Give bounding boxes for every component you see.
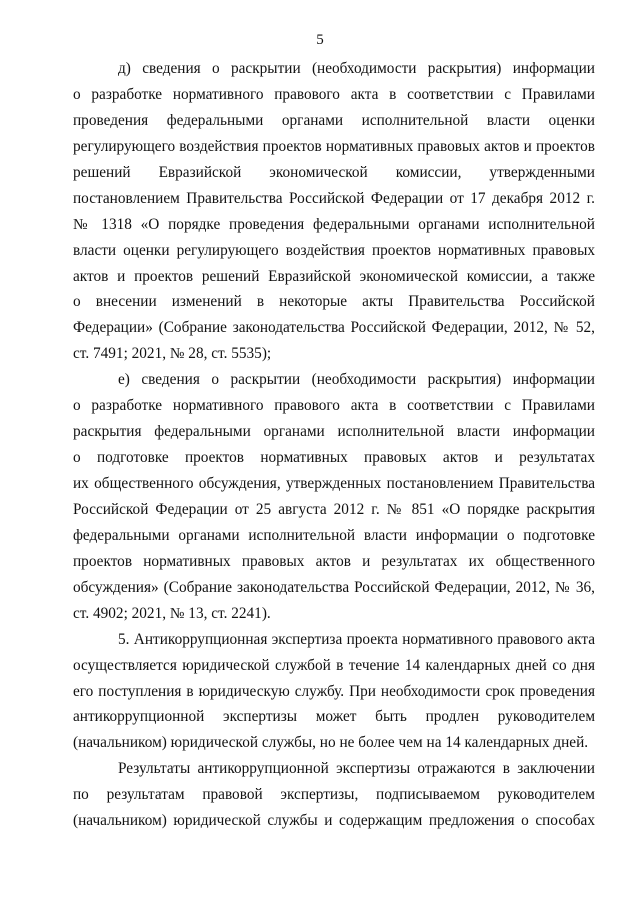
text-line: 5. Антикоррупционная экспертиза проекта нормативного правового акта xyxy=(118,630,595,648)
text-line: актов и проектов решений Евразийской экономической комиссии, а также xyxy=(73,267,595,285)
paragraph-results xyxy=(73,756,595,834)
text-line: власти оценки регулирующего воздействия проектов нормативных правовых xyxy=(73,241,595,259)
text-line: проведения федеральными органами исполнительной власти оценки xyxy=(73,111,595,129)
text-line: е) сведения о раскрытии (необходимости раскрытия) информации xyxy=(118,371,595,389)
text-line: их общественного обсуждения, утвержденных постановлением Правительства xyxy=(73,475,595,492)
text-line: по результатам правовой экспертизы, подписываемом руководителем xyxy=(73,786,595,804)
paragraph-item-5 xyxy=(73,627,595,757)
paragraph-item-d xyxy=(73,56,595,367)
text-line: проектов нормативных правовых актов и результатах их общественного xyxy=(73,552,595,570)
text-line: регулирующего воздействия проектов нормативных правовых актов и проектов xyxy=(73,137,595,155)
text-line: постановлением Правительства Российской Федерации от 17 декабря 2012 г. xyxy=(73,189,595,207)
text-line: решений Евразийской экономической комиссии, утвержденными xyxy=(73,163,595,181)
text-line: Федерации» (Собрание законодательства Российской Федерации, 2012, № 52, xyxy=(73,319,595,337)
text-line: о подготовке проектов нормативных правовых актов и результатах xyxy=(73,449,595,467)
text-line: осуществляется юридической службой в течение 14 календарных дней со дня xyxy=(73,656,595,674)
paragraph-item-e xyxy=(73,367,595,626)
document-body xyxy=(73,56,595,834)
text-line: о внесении изменений в некоторые акты Правительства Российской xyxy=(73,293,595,311)
text-line: антикоррупционной экспертизы может быть продлен руководителем xyxy=(73,708,595,726)
text-line: ст. 7491; 2021, № 28, ст. 5535); xyxy=(73,345,272,363)
text-line: о разработке нормативного правового акта в соответствии с Правилами xyxy=(73,85,595,103)
page-number: 5 xyxy=(316,32,324,48)
text-line: (начальником) юридической службы и содержащим предложения о способах xyxy=(73,812,595,830)
text-line: раскрытия федеральными органами исполнительной власти информации xyxy=(73,423,595,441)
text-line: (начальником) юридической службы, но не более чем на 14 календарных дней. xyxy=(73,734,589,752)
text-line: ст. 4902; 2021, № 13, ст. 2241). xyxy=(73,604,271,622)
text-line: Результаты антикоррупционной экспертизы отражаются в заключении xyxy=(118,760,595,778)
text-line: № 1318 «О порядке проведения федеральными органами исполнительной xyxy=(73,215,595,233)
text-line: его поступления в юридическую службу. При необходимости срок проведения xyxy=(73,682,595,700)
text-line: о разработке нормативного правового акта в соответствии с Правилами xyxy=(73,397,595,415)
text-line: д) сведения о раскрытии (необходимости раскрытия) информации xyxy=(118,60,595,77)
text-line: Российской Федерации от 25 августа 2012 г. № 851 «О порядке раскрытия xyxy=(73,500,595,518)
text-line: федеральными органами исполнительной власти информации о подготовке xyxy=(73,526,595,544)
text-line: обсуждения» (Собрание законодательства Российской Федерации, 2012, № 36, xyxy=(73,578,595,596)
